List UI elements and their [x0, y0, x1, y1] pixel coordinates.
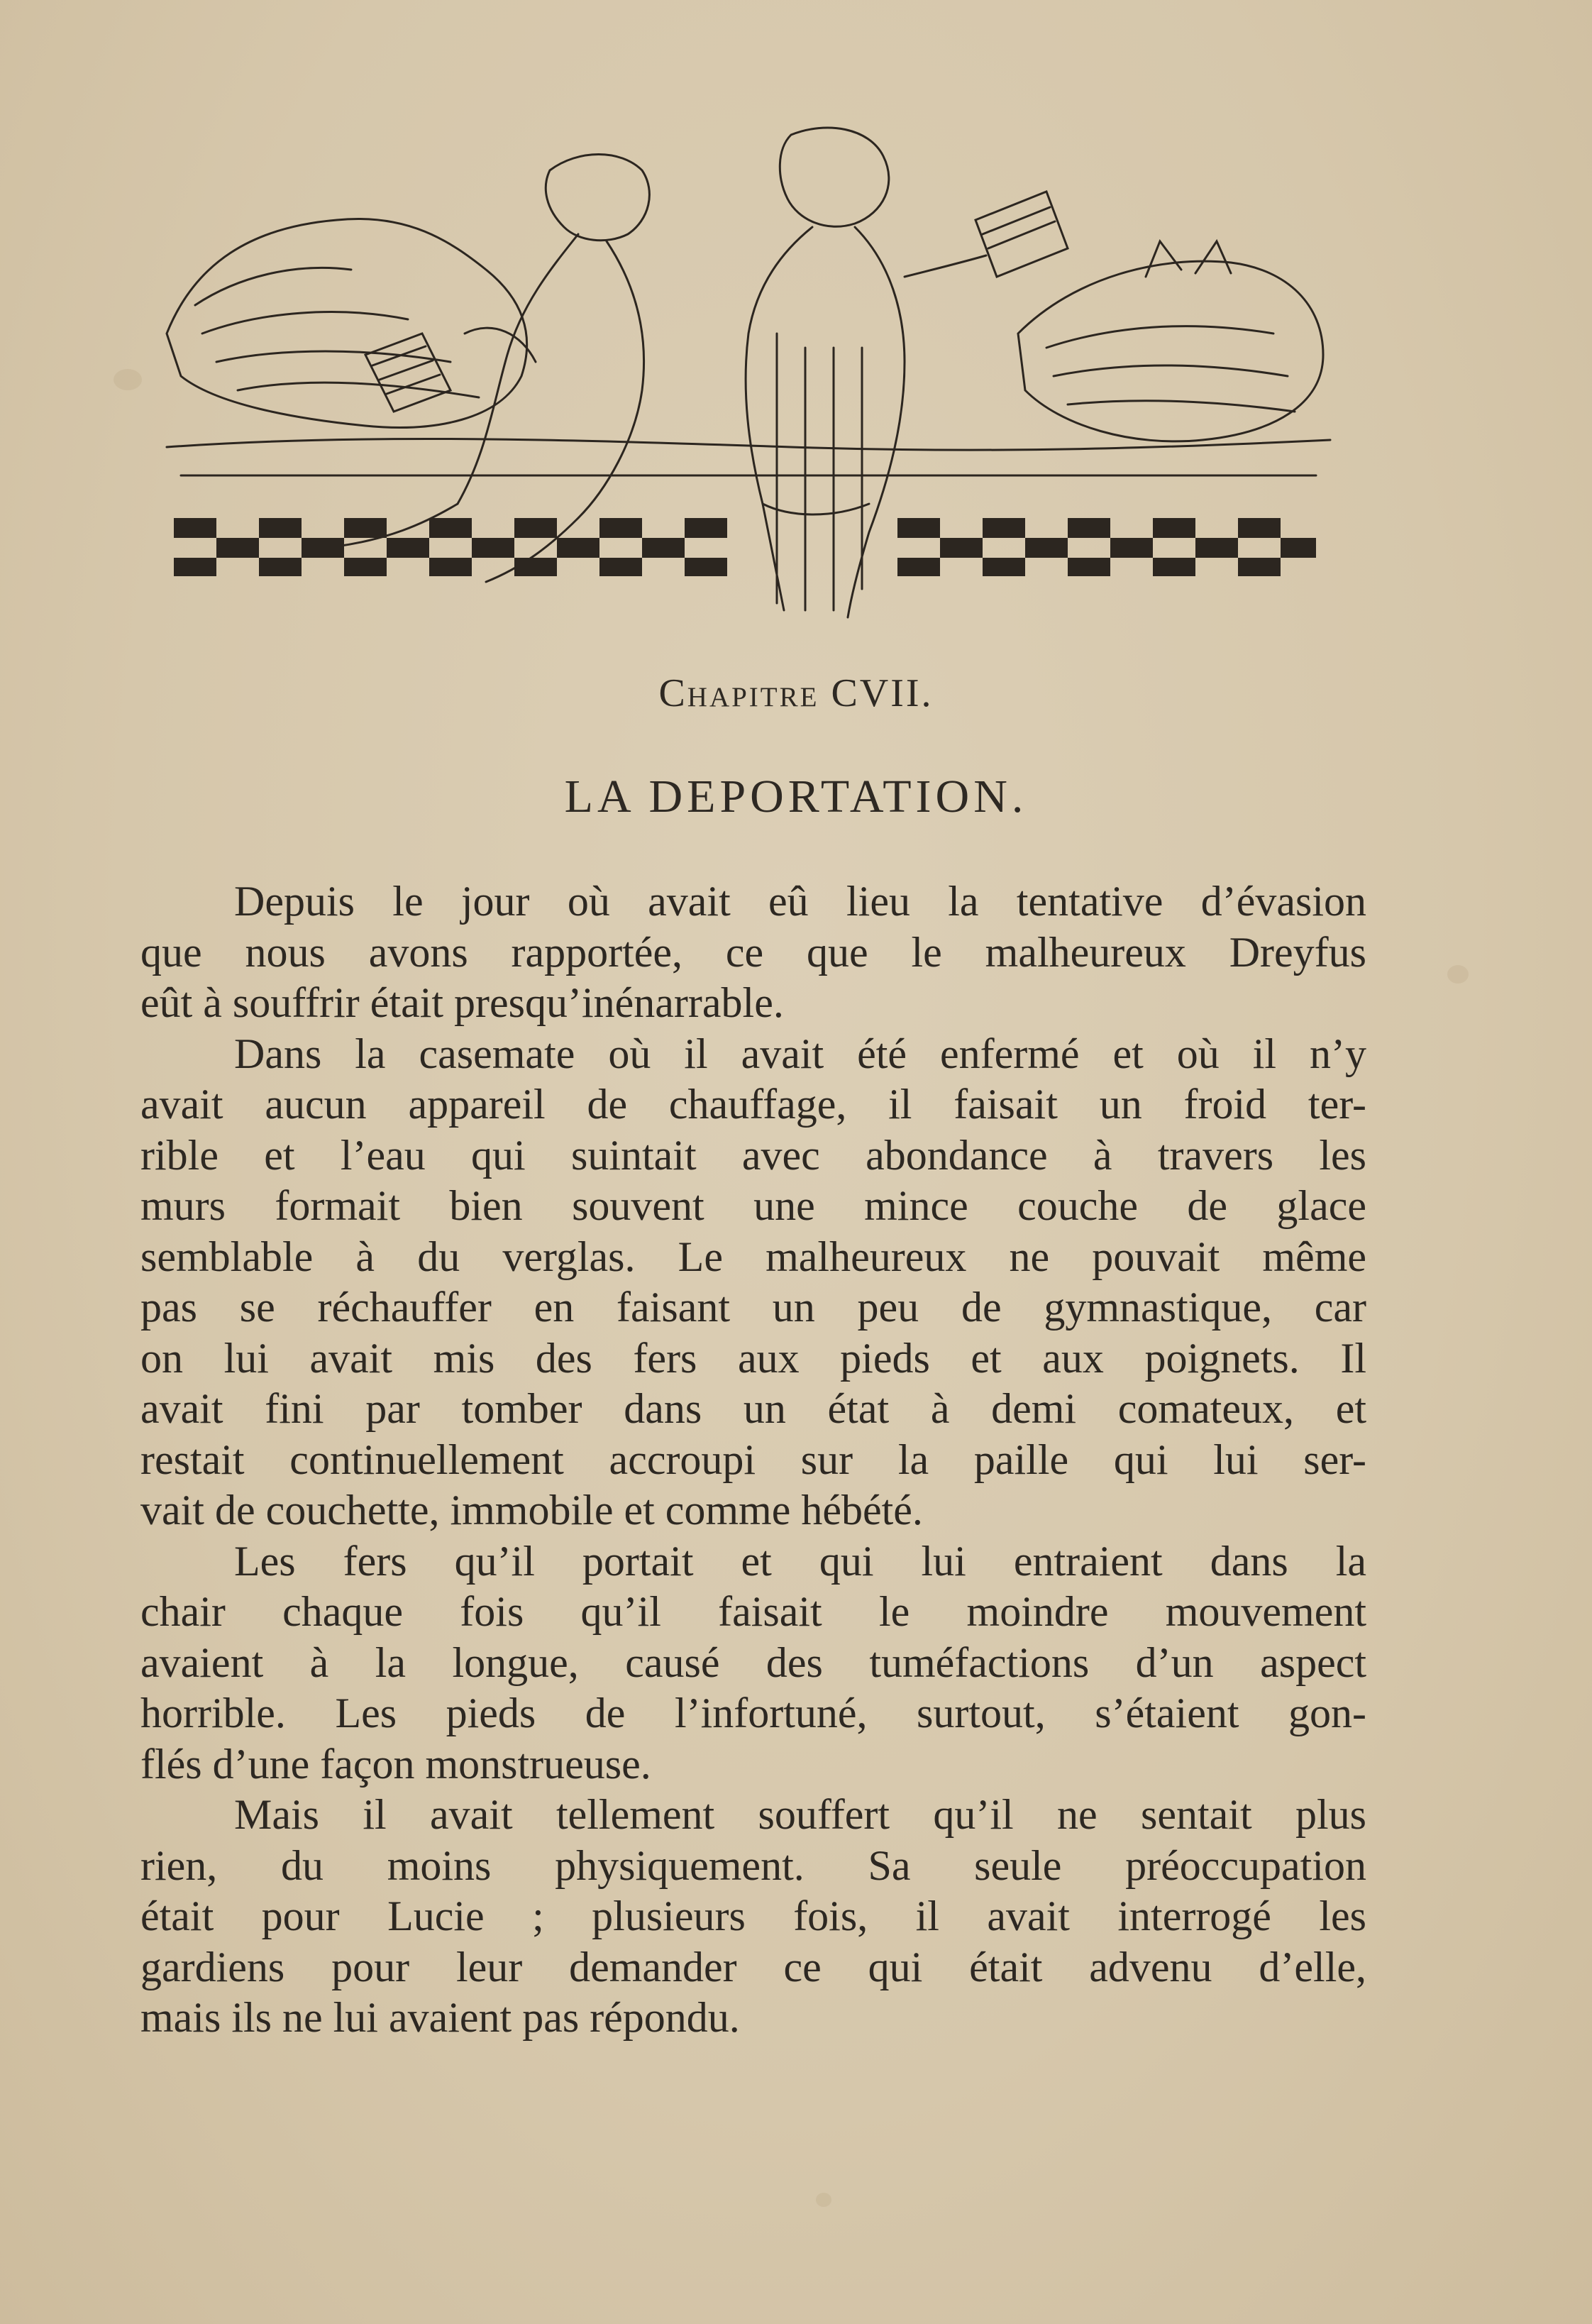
text-line: avait fini par tomber dans un état à demi comateux, et: [140, 1385, 1366, 1432]
text-line: flés d’une façon monstrueuse.: [140, 1740, 651, 1788]
chapter-number: Chapitre CVII.: [658, 671, 934, 715]
paper-stain: [1447, 965, 1469, 984]
text-line: eût à souffrir était presqu’inénarrable.: [140, 979, 784, 1026]
text-line: Depuis le jour où avait eû lieu la tentative d’évasion: [234, 878, 1366, 925]
text-line: Mais il avait tellement souffert qu’il ne sentait plus: [234, 1791, 1366, 1838]
text-line: Les fers qu’il portait et qui lui entraient dans la: [234, 1537, 1366, 1585]
text-line: rible et l’eau qui suintait avec abondance à travers les: [140, 1131, 1366, 1179]
text-line: on lui avait mis des fers aux pieds et aux poignets. Il: [140, 1334, 1366, 1382]
text-line: que nous avons rapportée, ce que le malheureux Dreyfus: [140, 928, 1366, 976]
text-line: Dans la casemate où il avait été enfermé et où il n’y: [234, 1030, 1366, 1077]
text-line: avait aucun appareil de chauffage, il faisait un froid ter-: [140, 1081, 1366, 1128]
text-line: chair chaque fois qu’il faisait le moindre mouvement: [140, 1588, 1366, 1635]
text-line: vait de couchette, immobile et comme hébété.: [140, 1487, 923, 1533]
text-line: horrible. Les pieds de l’infortuné, surtout, s’étaient gon-: [140, 1690, 1366, 1736]
text-line: était pour Lucie ; plusieurs fois, il avait interrogé les: [140, 1893, 1366, 1939]
text-line: restait continuellement accroupi sur la paille qui lui ser-: [140, 1436, 1366, 1483]
text-line: mais ils ne lui avaient pas répondu.: [140, 1994, 740, 2041]
engraving-women-reading-icon: [153, 121, 1344, 632]
text-line: murs formait bien souvent une mince couche de glace: [140, 1182, 1366, 1229]
body-text: [140, 876, 1366, 2044]
text-line: rien, du moins physiquement. Sa seule préoccupation: [140, 1841, 1366, 1889]
text-line: semblable à du verglas. Le malheureux ne pouvait même: [140, 1233, 1366, 1280]
chapter-title: LA DEPORTATION.: [564, 771, 1028, 822]
paper-stain: [816, 2193, 831, 2207]
text-line: gardiens pour leur demander ce qui était advenu d’elle,: [140, 1943, 1366, 1990]
text-line: pas se réchauffer en faisant un peu de gymnastique, car: [140, 1284, 1366, 1331]
paper-stain: [114, 369, 142, 390]
text-line: avaient à la longue, causé des tuméfactions d’un aspect: [140, 1639, 1366, 1686]
